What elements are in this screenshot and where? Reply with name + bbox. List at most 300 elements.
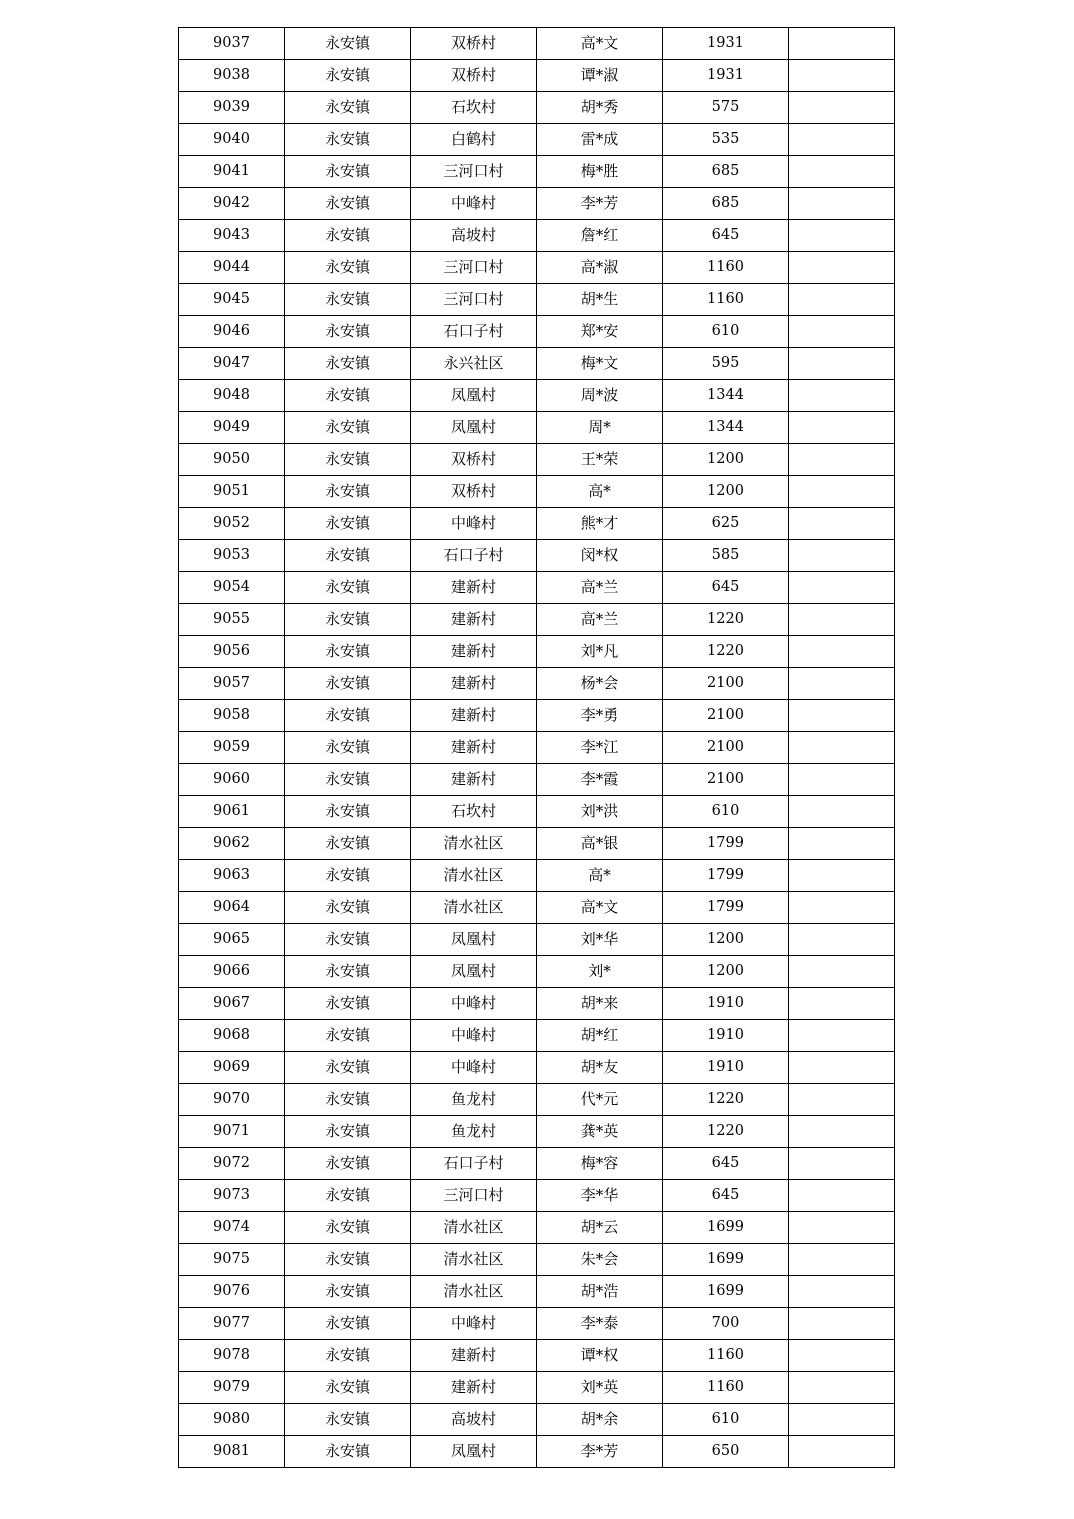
table-row [179,668,895,700]
cell-amount: 1931 [663,60,789,92]
cell-amount: 2100 [663,732,789,764]
cell-remark [789,540,895,572]
cell-amount: 650 [663,1436,789,1468]
cell-village: 石口子村 [411,1148,537,1180]
cell-remark [789,1308,895,1340]
cell-town: 永安镇 [285,1116,411,1148]
cell-village: 中峰村 [411,508,537,540]
table-row [179,476,895,508]
cell-serial-number: 9075 [179,1244,285,1276]
cell-person-name: 李*华 [537,1180,663,1212]
cell-village: 建新村 [411,572,537,604]
cell-serial-number: 9064 [179,892,285,924]
table-row [179,1404,895,1436]
cell-village: 凤凰村 [411,1436,537,1468]
cell-person-name: 李*泰 [537,1308,663,1340]
cell-amount: 1200 [663,444,789,476]
cell-serial-number: 9065 [179,924,285,956]
cell-amount: 625 [663,508,789,540]
cell-village: 凤凰村 [411,956,537,988]
table-row [179,1212,895,1244]
cell-serial-number: 9055 [179,604,285,636]
table-row [179,444,895,476]
cell-village: 中峰村 [411,1308,537,1340]
cell-person-name: 谭*权 [537,1340,663,1372]
cell-serial-number: 9058 [179,700,285,732]
cell-person-name: 代*元 [537,1084,663,1116]
cell-remark [789,476,895,508]
cell-serial-number: 9050 [179,444,285,476]
cell-serial-number: 9063 [179,860,285,892]
table-row [179,156,895,188]
table-row [179,412,895,444]
cell-amount: 1160 [663,252,789,284]
cell-person-name: 高* [537,860,663,892]
table-row [179,1436,895,1468]
cell-town: 永安镇 [285,1020,411,1052]
cell-person-name: 高*银 [537,828,663,860]
cell-amount: 1799 [663,828,789,860]
cell-person-name: 杨*会 [537,668,663,700]
cell-village: 清水社区 [411,828,537,860]
table-row [179,60,895,92]
cell-village: 石坎村 [411,92,537,124]
cell-village: 三河口村 [411,1180,537,1212]
table-row [179,348,895,380]
cell-serial-number: 9077 [179,1308,285,1340]
table-row [179,1116,895,1148]
cell-remark [789,156,895,188]
cell-remark [789,124,895,156]
cell-town: 永安镇 [285,860,411,892]
cell-remark [789,828,895,860]
cell-amount: 1699 [663,1276,789,1308]
cell-person-name: 李*江 [537,732,663,764]
cell-town: 永安镇 [285,636,411,668]
cell-person-name: 梅*文 [537,348,663,380]
table-row [179,764,895,796]
cell-town: 永安镇 [285,220,411,252]
cell-town: 永安镇 [285,1212,411,1244]
table-row [179,380,895,412]
cell-person-name: 谭*淑 [537,60,663,92]
cell-amount: 1220 [663,604,789,636]
cell-amount: 645 [663,572,789,604]
cell-serial-number: 9039 [179,92,285,124]
roster-table [178,27,895,1468]
table-row [179,924,895,956]
cell-town: 永安镇 [285,444,411,476]
cell-serial-number: 9078 [179,1340,285,1372]
cell-town: 永安镇 [285,924,411,956]
cell-amount: 1910 [663,988,789,1020]
table-row [179,1244,895,1276]
table-row [179,284,895,316]
cell-remark [789,1052,895,1084]
cell-serial-number: 9061 [179,796,285,828]
cell-town: 永安镇 [285,796,411,828]
cell-person-name: 李*勇 [537,700,663,732]
cell-village: 鱼龙村 [411,1084,537,1116]
cell-serial-number: 9054 [179,572,285,604]
cell-remark [789,412,895,444]
cell-person-name: 龚*英 [537,1116,663,1148]
cell-village: 永兴社区 [411,348,537,380]
cell-person-name: 胡*友 [537,1052,663,1084]
cell-town: 永安镇 [285,1404,411,1436]
table-row [179,636,895,668]
cell-village: 建新村 [411,1372,537,1404]
cell-remark [789,60,895,92]
cell-amount: 595 [663,348,789,380]
cell-town: 永安镇 [285,380,411,412]
cell-serial-number: 9081 [179,1436,285,1468]
cell-remark [789,1404,895,1436]
cell-person-name: 高* [537,476,663,508]
cell-serial-number: 9042 [179,188,285,220]
cell-remark [789,348,895,380]
cell-town: 永安镇 [285,988,411,1020]
cell-amount: 535 [663,124,789,156]
cell-village: 清水社区 [411,1276,537,1308]
cell-village: 双桥村 [411,444,537,476]
cell-amount: 645 [663,1148,789,1180]
cell-serial-number: 9074 [179,1212,285,1244]
cell-village: 凤凰村 [411,924,537,956]
cell-amount: 1160 [663,284,789,316]
cell-village: 建新村 [411,764,537,796]
cell-town: 永安镇 [285,1340,411,1372]
cell-amount: 1699 [663,1244,789,1276]
cell-person-name: 胡*秀 [537,92,663,124]
cell-town: 永安镇 [285,1148,411,1180]
cell-town: 永安镇 [285,956,411,988]
cell-serial-number: 9047 [179,348,285,380]
cell-village: 双桥村 [411,60,537,92]
roster-body [179,28,895,1468]
cell-amount: 1200 [663,924,789,956]
cell-serial-number: 9040 [179,124,285,156]
table-row [179,828,895,860]
cell-town: 永安镇 [285,1084,411,1116]
cell-village: 清水社区 [411,1244,537,1276]
table-row [179,508,895,540]
cell-serial-number: 9053 [179,540,285,572]
cell-person-name: 周* [537,412,663,444]
cell-village: 中峰村 [411,1020,537,1052]
cell-amount: 1344 [663,412,789,444]
cell-village: 三河口村 [411,284,537,316]
cell-town: 永安镇 [285,28,411,60]
cell-remark [789,284,895,316]
cell-village: 三河口村 [411,252,537,284]
cell-village: 石坎村 [411,796,537,828]
cell-remark [789,1116,895,1148]
cell-village: 高坡村 [411,220,537,252]
cell-town: 永安镇 [285,700,411,732]
table-row [179,1340,895,1372]
cell-village: 三河口村 [411,156,537,188]
cell-serial-number: 9038 [179,60,285,92]
cell-remark [789,764,895,796]
cell-town: 永安镇 [285,732,411,764]
table-row [179,700,895,732]
cell-village: 中峰村 [411,1052,537,1084]
cell-serial-number: 9056 [179,636,285,668]
cell-person-name: 高*文 [537,892,663,924]
cell-town: 永安镇 [285,60,411,92]
cell-serial-number: 9060 [179,764,285,796]
cell-town: 永安镇 [285,764,411,796]
cell-amount: 645 [663,220,789,252]
cell-serial-number: 9037 [179,28,285,60]
cell-village: 清水社区 [411,860,537,892]
cell-remark [789,28,895,60]
cell-village: 凤凰村 [411,380,537,412]
table-row [179,1180,895,1212]
table-row [179,860,895,892]
cell-serial-number: 9057 [179,668,285,700]
cell-person-name: 詹*红 [537,220,663,252]
table-row [179,1372,895,1404]
cell-person-name: 朱*会 [537,1244,663,1276]
table-row [179,732,895,764]
cell-town: 永安镇 [285,156,411,188]
cell-town: 永安镇 [285,1308,411,1340]
cell-person-name: 李*芳 [537,1436,663,1468]
cell-serial-number: 9052 [179,508,285,540]
cell-remark [789,668,895,700]
table-row [179,1276,895,1308]
cell-village: 中峰村 [411,188,537,220]
cell-town: 永安镇 [285,1276,411,1308]
cell-remark [789,796,895,828]
cell-remark [789,636,895,668]
cell-village: 高坡村 [411,1404,537,1436]
cell-remark [789,188,895,220]
cell-remark [789,1372,895,1404]
cell-person-name: 雷*成 [537,124,663,156]
cell-person-name: 闵*权 [537,540,663,572]
table-row [179,956,895,988]
cell-village: 建新村 [411,700,537,732]
cell-village: 建新村 [411,1340,537,1372]
cell-amount: 575 [663,92,789,124]
cell-remark [789,1180,895,1212]
cell-amount: 1910 [663,1020,789,1052]
cell-amount: 1220 [663,636,789,668]
cell-town: 永安镇 [285,892,411,924]
cell-serial-number: 9041 [179,156,285,188]
cell-remark [789,1212,895,1244]
cell-amount: 1220 [663,1084,789,1116]
cell-person-name: 梅*胜 [537,156,663,188]
cell-village: 双桥村 [411,28,537,60]
cell-person-name: 刘*英 [537,1372,663,1404]
cell-person-name: 刘*华 [537,924,663,956]
cell-village: 石口子村 [411,540,537,572]
cell-person-name: 胡*生 [537,284,663,316]
cell-remark [789,892,895,924]
table-row [179,220,895,252]
cell-amount: 1910 [663,1052,789,1084]
cell-serial-number: 9071 [179,1116,285,1148]
cell-person-name: 刘*凡 [537,636,663,668]
cell-person-name: 李*霞 [537,764,663,796]
cell-village: 清水社区 [411,1212,537,1244]
cell-person-name: 梅*容 [537,1148,663,1180]
table-row [179,188,895,220]
cell-amount: 1160 [663,1372,789,1404]
table-row [179,124,895,156]
cell-remark [789,956,895,988]
cell-person-name: 高*淑 [537,252,663,284]
cell-person-name: 胡*来 [537,988,663,1020]
table-row [179,988,895,1020]
cell-serial-number: 9048 [179,380,285,412]
cell-person-name: 胡*浩 [537,1276,663,1308]
cell-amount: 685 [663,188,789,220]
cell-remark [789,988,895,1020]
cell-town: 永安镇 [285,668,411,700]
cell-village: 建新村 [411,636,537,668]
table-row [179,28,895,60]
table-row [179,604,895,636]
cell-person-name: 胡*余 [537,1404,663,1436]
cell-village: 双桥村 [411,476,537,508]
cell-town: 永安镇 [285,284,411,316]
cell-remark [789,220,895,252]
cell-amount: 1200 [663,476,789,508]
cell-serial-number: 9068 [179,1020,285,1052]
cell-serial-number: 9062 [179,828,285,860]
cell-remark [789,604,895,636]
table-row [179,1052,895,1084]
cell-amount: 645 [663,1180,789,1212]
cell-town: 永安镇 [285,1244,411,1276]
cell-remark [789,572,895,604]
cell-remark [789,1436,895,1468]
cell-amount: 585 [663,540,789,572]
cell-remark [789,444,895,476]
cell-person-name: 王*荣 [537,444,663,476]
cell-remark [789,860,895,892]
cell-village: 石口子村 [411,316,537,348]
table-row [179,796,895,828]
table-row [179,1148,895,1180]
cell-person-name: 熊*才 [537,508,663,540]
cell-amount: 610 [663,1404,789,1436]
cell-remark [789,1148,895,1180]
cell-remark [789,1340,895,1372]
cell-amount: 1799 [663,860,789,892]
cell-amount: 1799 [663,892,789,924]
cell-serial-number: 9059 [179,732,285,764]
cell-remark [789,252,895,284]
cell-town: 永安镇 [285,348,411,380]
cell-village: 清水社区 [411,892,537,924]
table-row [179,1020,895,1052]
table-row [179,892,895,924]
cell-remark [789,732,895,764]
cell-town: 永安镇 [285,540,411,572]
cell-amount: 1344 [663,380,789,412]
table-row [179,252,895,284]
cell-town: 永安镇 [285,572,411,604]
cell-remark [789,1084,895,1116]
cell-serial-number: 9069 [179,1052,285,1084]
cell-remark [789,508,895,540]
cell-serial-number: 9067 [179,988,285,1020]
cell-amount: 1160 [663,1340,789,1372]
cell-remark [789,924,895,956]
cell-village: 凤凰村 [411,412,537,444]
cell-serial-number: 9080 [179,1404,285,1436]
cell-serial-number: 9049 [179,412,285,444]
cell-amount: 610 [663,796,789,828]
cell-town: 永安镇 [285,1052,411,1084]
cell-town: 永安镇 [285,1436,411,1468]
cell-town: 永安镇 [285,92,411,124]
cell-town: 永安镇 [285,1372,411,1404]
cell-serial-number: 9079 [179,1372,285,1404]
cell-town: 永安镇 [285,252,411,284]
cell-amount: 700 [663,1308,789,1340]
cell-remark [789,1276,895,1308]
cell-person-name: 高*文 [537,28,663,60]
cell-town: 永安镇 [285,1180,411,1212]
cell-serial-number: 9043 [179,220,285,252]
table-row [179,92,895,124]
cell-serial-number: 9044 [179,252,285,284]
cell-amount: 2100 [663,700,789,732]
cell-amount: 2100 [663,764,789,796]
cell-person-name: 刘* [537,956,663,988]
cell-town: 永安镇 [285,508,411,540]
cell-person-name: 高*兰 [537,604,663,636]
cell-village: 建新村 [411,732,537,764]
cell-village: 中峰村 [411,988,537,1020]
cell-amount: 2100 [663,668,789,700]
cell-person-name: 周*波 [537,380,663,412]
cell-remark [789,1020,895,1052]
cell-amount: 610 [663,316,789,348]
cell-person-name: 刘*洪 [537,796,663,828]
cell-town: 永安镇 [285,188,411,220]
cell-remark [789,1244,895,1276]
cell-serial-number: 9051 [179,476,285,508]
cell-amount: 1699 [663,1212,789,1244]
cell-person-name: 胡*云 [537,1212,663,1244]
cell-town: 永安镇 [285,476,411,508]
cell-serial-number: 9070 [179,1084,285,1116]
cell-remark [789,92,895,124]
table-row [179,540,895,572]
cell-amount: 1931 [663,28,789,60]
table-row [179,572,895,604]
cell-serial-number: 9066 [179,956,285,988]
cell-person-name: 高*兰 [537,572,663,604]
cell-town: 永安镇 [285,124,411,156]
cell-village: 建新村 [411,604,537,636]
table-row [179,1084,895,1116]
cell-remark [789,316,895,348]
cell-person-name: 李*芳 [537,188,663,220]
cell-person-name: 胡*红 [537,1020,663,1052]
cell-amount: 685 [663,156,789,188]
cell-town: 永安镇 [285,604,411,636]
cell-town: 永安镇 [285,828,411,860]
